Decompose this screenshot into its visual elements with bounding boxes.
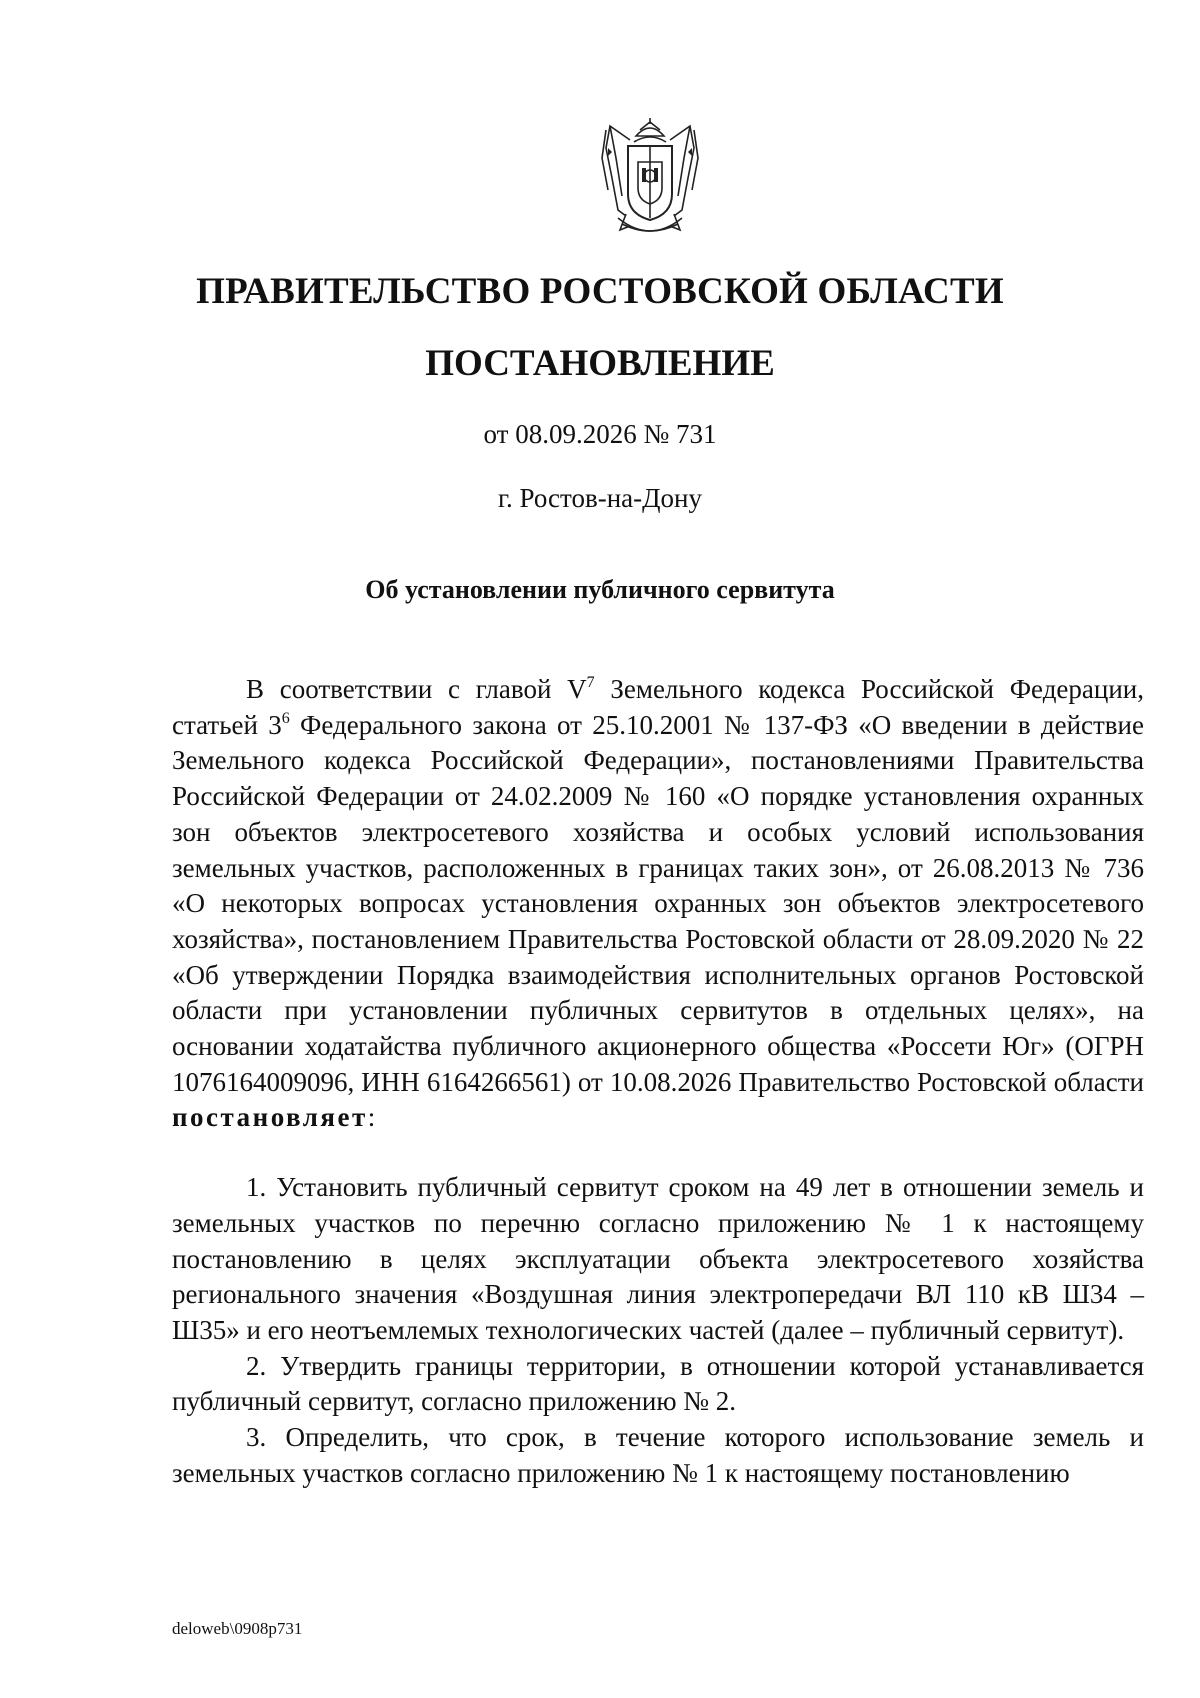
preamble-paragraph (172, 672, 1144, 1136)
document-number: 731 (675, 419, 717, 449)
city-line: г. Ростов-на-Дону (497, 483, 702, 513)
document-date: 08.09.2026 (515, 419, 637, 449)
document-date-number (0, 416, 1200, 452)
preamble-text-3: Федерального закона от 25.10.2001 № 137-ФЗ «О введении в действие Земельного кодекса Российской Федерации», постановлениями Правительства Российской Федерации от 24.02.2009 № 160 «О порядке установления охранных зон объектов электросетевого хозяйства и особых условий использования земельных участков, расположенных в границах таких зон», от 26.08.2013 № 736 «О некоторых вопросах установления охранных зон объектов электросетевого хозяйства», постановлением Правительства Ростовской области от 28.09.2020 № 22 «Об утверждении Порядка взаимодействия исполнительных органов Ростовской области при установлении публичных сервитутов в отдельных целях», на основании ходатайства публичного акционерного общества «Россети Юг» (ОГРН 1076164009096, ИНН 6164266561) от 10.08.2026 Правительство Ростовской области (172, 709, 1144, 1097)
preamble-colon: : (367, 1102, 376, 1133)
number-sign: № (636, 419, 676, 449)
clause-2: 2. Утвердить границы территории, в отношении которой устанавливается публичный сервитут, согласно приложению № 2. (172, 1350, 1144, 1417)
clause-3: 3. Определить, что срок, в течение которого использование земель и земельных участков согласно приложению № 1 к настоящему постановлению (172, 1422, 1144, 1488)
document-subject: Об установлении публичного сервитута (365, 575, 835, 604)
preamble-text-1: В соответствии с главой V (246, 674, 587, 704)
coat-of-arms-icon (596, 118, 704, 242)
date-prefix: от (483, 419, 516, 449)
preamble-text-2: Земельного кодекса Российской Федерации, статьей 3 (172, 674, 1144, 740)
clause-1: 1. Установить публичный сервитут сроком на 49 лет в отношении земель и земельных участков по перечню согласно приложению № 1 к настоящему постановлению в целях эксплуатации объекта электросетевого хозяйства регионального значения «Воздушная линия электропередачи ВЛ 110 кВ Ш34 – Ш35» и его неотъемлемых технологических частей (далее – публичный сервитут). (172, 1172, 1144, 1345)
file-reference: deloweb\0908p731 (172, 1619, 303, 1638)
document-type-title: ПОСТАНОВЛЕНИЕ (425, 343, 775, 384)
decree-word: постановляет (172, 1102, 368, 1133)
government-title: ПРАВИТЕЛЬСТВО РОСТОВСКОЙ ОБЛАСТИ (196, 271, 1004, 312)
document-body (172, 672, 1144, 1491)
superscript-2: 6 (281, 709, 290, 727)
superscript-1: 7 (586, 674, 595, 691)
